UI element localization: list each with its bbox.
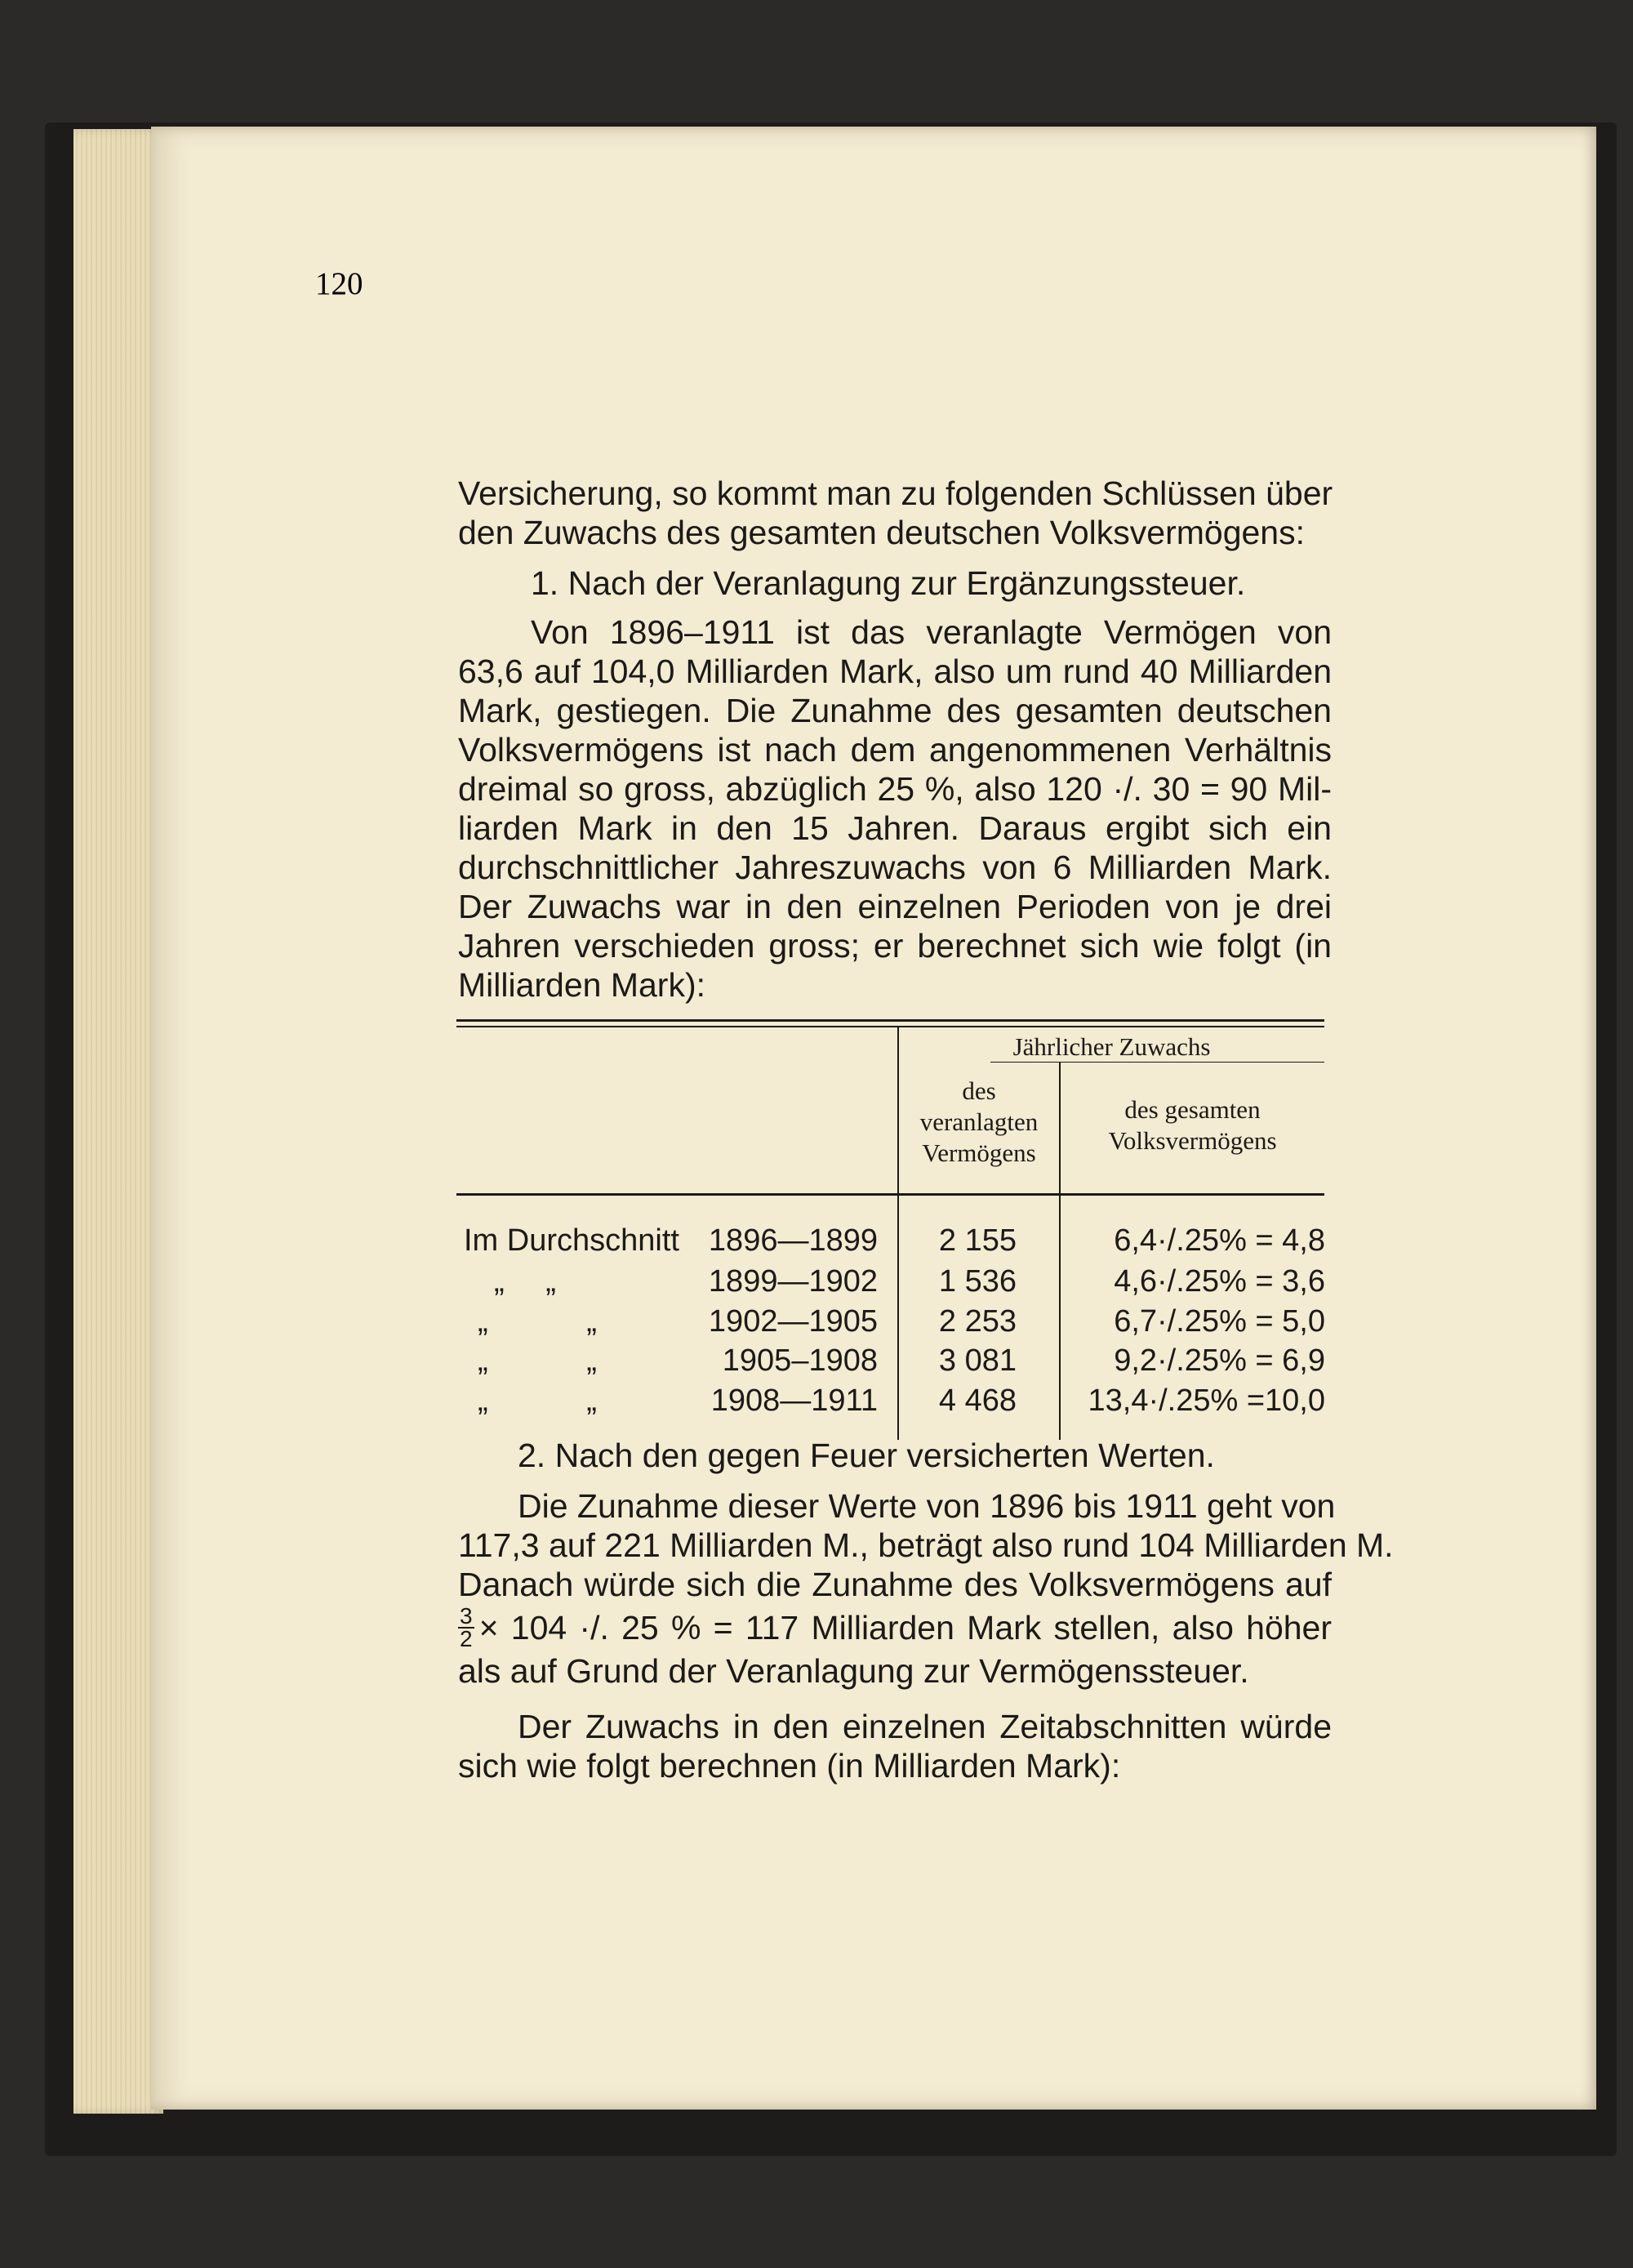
- row-veranlagt: 2 253: [938, 1304, 1017, 1339]
- row-label: „ „: [478, 1304, 597, 1339]
- table-group-header: Jährlicher Zuwachs: [1012, 1032, 1211, 1061]
- text-line: × 104 ·/. 25 % = 117 Milliarden Mark stellen, also höher: [478, 1609, 1332, 1646]
- text-line: liarden Mark in den 15 Jahren. Daraus ergibt sich ein: [458, 809, 1332, 847]
- page-edges: [73, 129, 163, 2114]
- row-label: „ „: [494, 1264, 556, 1299]
- text-line: Der Zuwachs war in den einzelnen Perioden von je drei: [458, 888, 1332, 925]
- row-gesamt: 6,4·/.25% = 4,8: [1114, 1223, 1325, 1258]
- row-gesamt: 9,2·/.25% = 6,9: [1114, 1343, 1325, 1378]
- paragraph-2: [458, 613, 1332, 1005]
- text-line: Milliarden Mark):: [458, 966, 705, 1004]
- row-period: 1908—1911: [710, 1384, 878, 1418]
- text-line: den Zuwachs des gesamten deutschen Volksvermögens:: [458, 514, 1305, 551]
- row-veranlagt: 4 468: [938, 1384, 1017, 1418]
- table-rule: [456, 1019, 1324, 1022]
- paragraph-1: [458, 474, 1332, 552]
- text-line: Versicherung, so kommt man zu folgenden Schlüssen über: [458, 475, 1333, 512]
- row-gesamt: 13,4·/.25% =10,0: [1088, 1384, 1325, 1418]
- text-line: als auf Grund der Veranlagung zur Vermögenssteuer.: [458, 1652, 1249, 1690]
- text-line: Jahren verschieden gross; er berechnet sich wie folgt (in: [458, 927, 1332, 965]
- text-line: Die Zunahme dieser Werte von 1896 bis 1911 geht von: [518, 1487, 1336, 1525]
- text-line-with-fraction: [458, 1604, 1332, 1651]
- row-label: „ „: [478, 1343, 597, 1378]
- row-gesamt: 6,7·/.25% = 5,0: [1114, 1304, 1325, 1339]
- row-period: 1899—1902: [708, 1264, 878, 1299]
- text-line: durchschnittlicher Jahreszuwachs von 6 Milliarden Mark.: [458, 849, 1332, 886]
- row-veranlagt: 1 536: [938, 1264, 1017, 1299]
- text-line: Danach würde sich die Zunahme des Volksvermögens auf: [458, 1566, 1332, 1603]
- text-line: sich wie folgt berechnen (in Milliarden Mark):: [458, 1747, 1121, 1785]
- fraction: $\frac{3}{2}$: [460, 1603, 473, 1651]
- table-col-header-veranlagt: des veranlagten Vermögens: [919, 1076, 1039, 1167]
- text-line: 63,6 auf 104,0 Milliarden Mark, also um rund 40 Milliarden: [458, 653, 1332, 690]
- row-gesamt: 4,6·/.25% = 3,6: [1114, 1264, 1325, 1299]
- section-heading-1: 1. Nach der Veranlagung zur Ergänzungssteuer.: [531, 564, 1246, 602]
- paragraph-3: [458, 1486, 1394, 1691]
- table-rule: [456, 1193, 1324, 1196]
- text-line: Der Zuwachs in den einzelnen Zeitabschnitten würde: [518, 1708, 1332, 1745]
- text-line: 117,3 auf 221 Milliarden M., beträgt also rund 104 Milliarden M.: [458, 1526, 1394, 1564]
- row-label: „ „: [478, 1384, 597, 1418]
- text-line: dreimal so gross, abzüglich 25 %, also 120 ·/. 30 = 90 Mil-: [458, 770, 1332, 808]
- table-rule: [456, 1026, 1324, 1027]
- row-period: 1902—1905: [708, 1304, 878, 1339]
- paragraph-4: [458, 1707, 1332, 1785]
- text-line: Von 1896–1911 ist das veranlagte Vermögen von: [531, 613, 1332, 651]
- row-period: 1905–1908: [722, 1343, 878, 1378]
- row-period: 1896—1899: [708, 1223, 878, 1258]
- section-heading-2: 2. Nach den gegen Feuer versicherten Werten.: [518, 1437, 1215, 1474]
- book-page: [151, 127, 1596, 2110]
- text-line: Mark, gestiegen. Die Zunahme des gesamten deutschen: [458, 692, 1332, 729]
- row-veranlagt: 2 155: [938, 1223, 1017, 1258]
- table-col-header-gesamt: des gesamten Volksvermögens: [1108, 1095, 1277, 1155]
- row-label: Im Durchschnitt: [464, 1223, 679, 1258]
- row-veranlagt: 3 081: [938, 1343, 1017, 1378]
- text-line: Volksvermögens ist nach dem angenommenen Verhältnis: [458, 731, 1332, 769]
- page-number: 120: [315, 266, 363, 301]
